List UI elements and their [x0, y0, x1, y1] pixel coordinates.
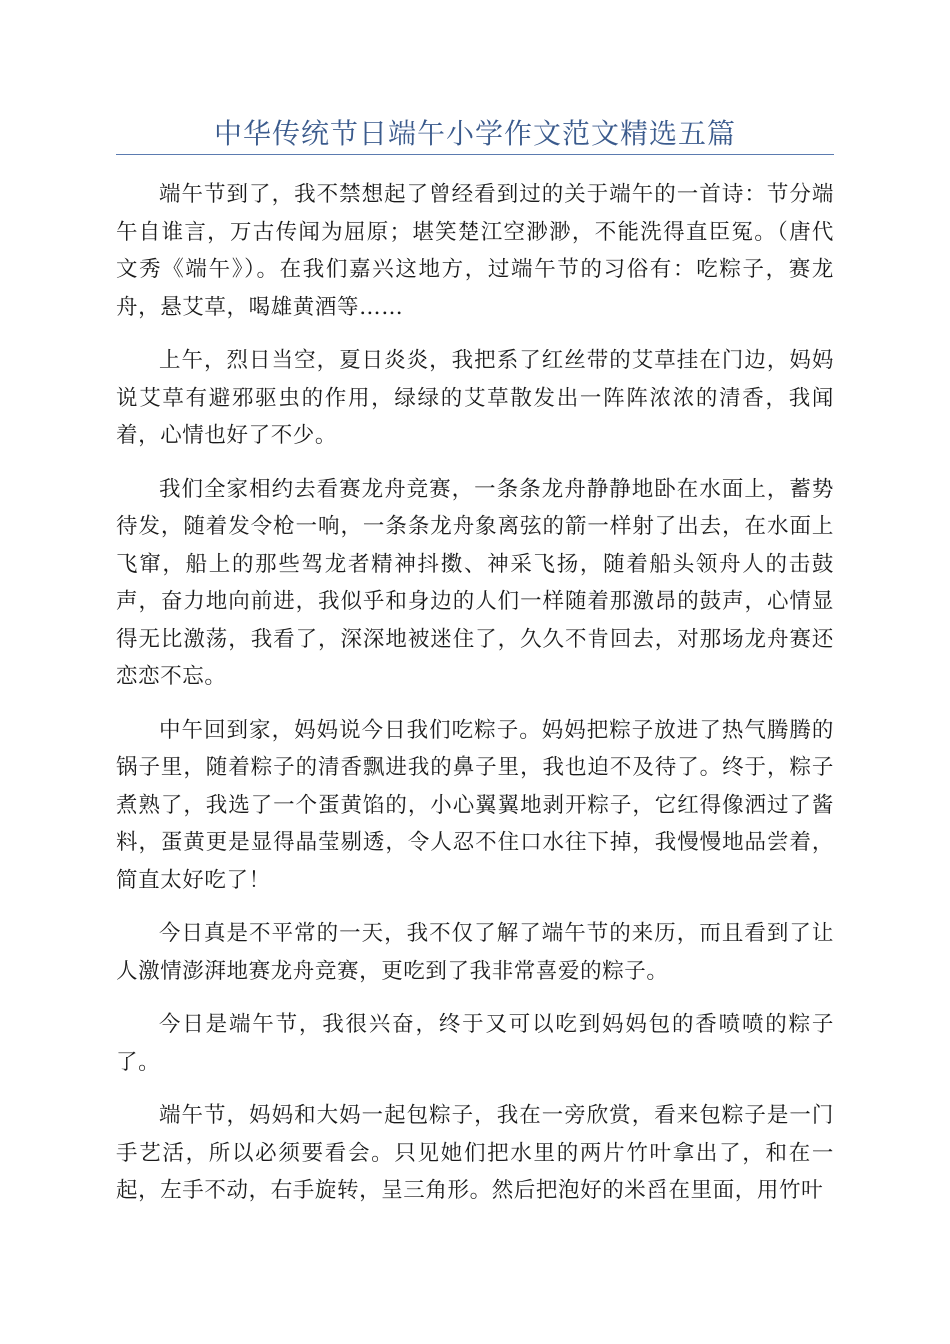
document-title: 中华传统节日端午小学作文范文精选五篇: [213, 117, 736, 150]
paragraph: 上午，烈日当空，夏日炎炎，我把系了红丝带的艾草挂在门边，妈妈说艾草有避邪驱虫的作用，绿绿的艾草散发出一阵阵浓浓的清香，我闻着，心情也好了不少。: [116, 348, 834, 448]
paragraph: 今日是端午节，我很兴奋，终于又可以吃到妈妈包的香喷喷的粽子了。: [116, 1012, 834, 1075]
paragraph: 今日真是不平常的一天，我不仅了解了端午节的来历，而且看到了让人激情澎湃地赛龙舟竞赛，更吃到了我非常喜爱的粽子。: [116, 921, 834, 984]
paragraph: 中午回到家，妈妈说今日我们吃粽子。妈妈把粽子放进了热气腾腾的锅子里，随着粽子的清香飘进我的鼻子里，我也迫不及待了。终于，粽子煮熟了，我选了一个蛋黄馅的，小心翼翼地剥开粽子，它红得像洒过了酱料，蛋黄更是显得晶莹剔透，令人忍不住口水往下掉，我慢慢地品尝着，简直太好吃了！: [116, 717, 834, 893]
paragraph: 端午节到了，我不禁想起了曾经看到过的关于端午的一首诗：节分端午自谁言，万古传闻为屈原；堪笑楚江空渺渺，不能洗得直臣冤。（唐代文秀《端午》）。在我们嘉兴这地方，过端午节的习俗有：吃粽子，赛龙舟，悬艾草，喝雄黄酒等……: [116, 182, 834, 320]
paragraph: 端午节，妈妈和大妈一起包粽子，我在一旁欣赏，看来包粽子是一门手艺活，所以必须要看会。只见她们把水里的两片竹叶拿出了，和在一起，左手不动，右手旋转，呈三角形。然后把泡好的米舀在里面，用竹叶: [116, 1103, 834, 1203]
paragraph: 我们全家相约去看赛龙舟竞赛，一条条龙舟静静地卧在水面上，蓄势待发，随着发令枪一响，一条条龙舟象离弦的箭一样射了出去，在水面上飞窜，船上的那些驾龙者精神抖擞、神采飞扬，随着船头领舟人的击鼓声，奋力地向前进，我似乎和身边的人们一样随着那激昂的鼓声，心情显得无比激荡，我看了，深深地被迷住了，久久不肯回去，对那场龙舟赛还恋恋不忘。: [116, 476, 834, 689]
title-underline: [116, 154, 834, 155]
document-body: [116, 176, 834, 1226]
